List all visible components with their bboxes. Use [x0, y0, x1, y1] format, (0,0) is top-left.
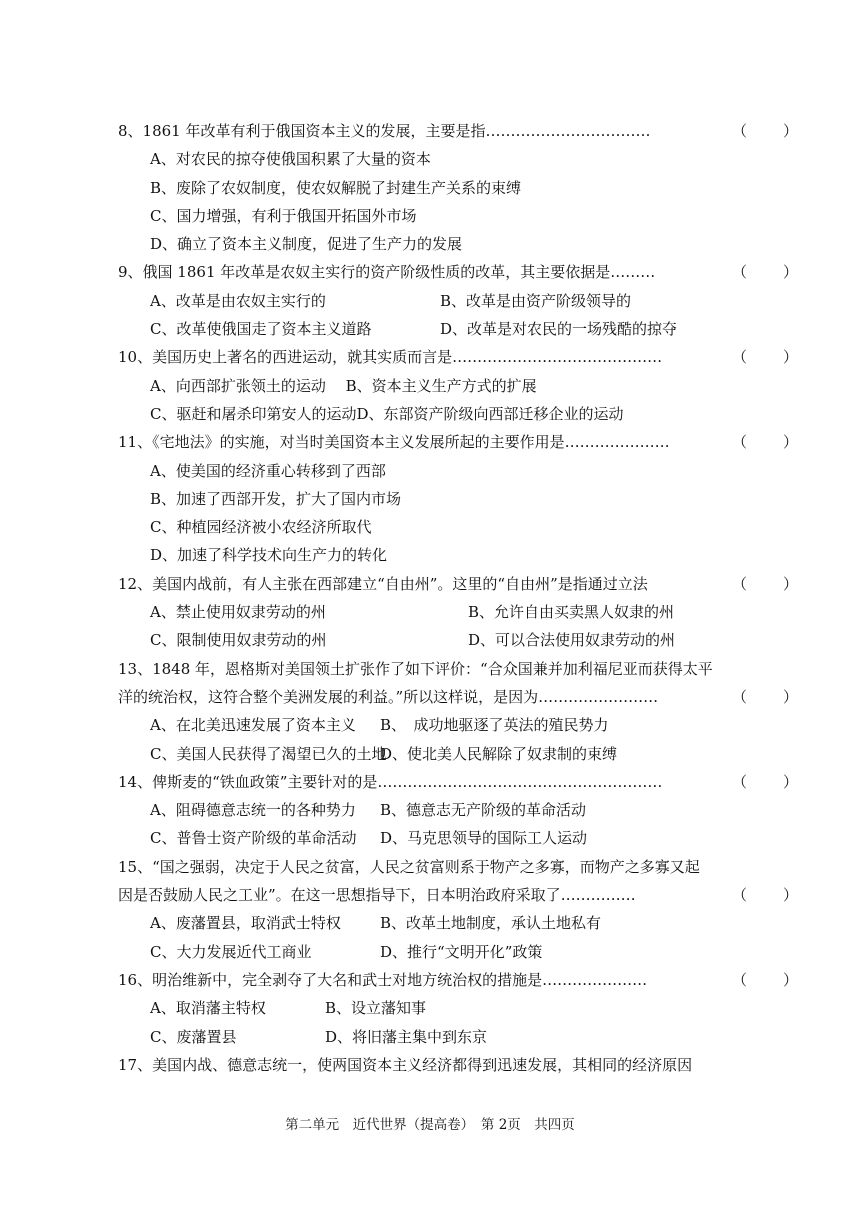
- answer-option-row: [118, 796, 798, 824]
- answer-option: C、限制使用奴隶劳动的州: [150, 631, 327, 650]
- answer-bracket: （ ）: [732, 886, 798, 905]
- answer-option-row: [118, 598, 798, 626]
- answer-bracket: （ ）: [732, 122, 798, 140]
- question-stem: [118, 117, 798, 145]
- answer-option: C、大力发展近代工商业: [150, 942, 312, 961]
- answer-option: A、禁止使用奴隶劳动的州: [150, 603, 326, 622]
- question-list: [118, 117, 798, 1079]
- question-stem: [118, 570, 798, 598]
- answer-option: D、推行“文明开化”政策: [380, 942, 543, 961]
- answer-option: A、取消藩主特权: [150, 999, 266, 1018]
- answer-option: B、加速了西部开发，扩大了国内市场: [150, 489, 402, 508]
- answer-option: D、确立了资本主义制度，促进了生产力的发展: [150, 235, 463, 254]
- answer-option: A、向西部扩张领土的运动 B、资本主义生产方式的扩展: [150, 376, 537, 395]
- question-text: 12、美国内战前，有人主张在西部建立“自由州”。这里的“自由州”是指通过立法: [118, 574, 648, 593]
- answer-option-row: [118, 740, 798, 768]
- answer-bracket: （ ）: [732, 574, 798, 593]
- answer-bracket: （ ）: [732, 433, 798, 452]
- answer-option-row: [118, 909, 798, 937]
- answer-option: D、可以合法使用奴隶劳动的州: [468, 631, 676, 650]
- answer-option-row: [118, 994, 798, 1022]
- question-stem-continued: [118, 683, 798, 711]
- answer-option-row: [118, 626, 798, 654]
- answer-option: C、国力增强，有利于俄国开拓国外市场: [150, 206, 417, 225]
- answer-option: B、改革是由资产阶级领导的: [440, 291, 632, 310]
- answer-option: B、德意志无产阶级的革命活动: [380, 801, 587, 820]
- answer-option: B、设立藩知事: [325, 999, 427, 1018]
- answer-option-row: [118, 938, 798, 966]
- answer-bracket: （ ）: [732, 687, 798, 706]
- answer-option: B、允许自由买卖黑人奴隶的州: [468, 603, 675, 622]
- answer-option-row: [118, 1023, 798, 1051]
- question-text: 11、《宅地法》的实施，对当时美国资本主义发展所起的主要作用是…………………: [118, 433, 670, 452]
- answer-option: D、改革是对农民的一场残酷的掠夺: [440, 320, 678, 339]
- question-text: 9、俄国 1861 年改革是农奴主实行的资产阶级性质的改革，其主要依据是………: [118, 263, 656, 282]
- question-stem: [118, 966, 798, 994]
- answer-option-row: [118, 287, 798, 315]
- answer-option: A、改革是由农奴主实行的: [150, 291, 326, 310]
- question-text: 14、俾斯麦的“铁血政策”主要针对的是…………………………………………………: [118, 772, 663, 791]
- answer-option: A、阻碍德意志统一的各种势力: [150, 801, 356, 820]
- question-stem: [118, 768, 798, 796]
- answer-bracket: （ ）: [732, 263, 798, 282]
- question-stem: [118, 258, 798, 286]
- answer-option: D、使北美人民解除了奴隶制的束缚: [380, 744, 618, 763]
- question-stem: [118, 343, 798, 371]
- answer-option: A、废藩置县，取消武士特权: [150, 914, 341, 933]
- answer-option: A、对农民的掠夺使俄国积累了大量的资本: [150, 150, 431, 169]
- answer-option: B、废除了农奴制度，使农奴解脱了封建生产关系的束缚: [150, 178, 522, 197]
- answer-option-row: [118, 711, 798, 739]
- answer-option: D、加速了科学技术向生产力的转化: [150, 546, 388, 565]
- answer-option: C、废藩置县: [150, 1027, 237, 1046]
- answer-option-row: [118, 824, 798, 852]
- question-stem: 15、“国之强弱，决定于人民之贫富，人民之贫富则系于物产之多寡，而物产之多寡又起: [118, 857, 700, 876]
- question-text: 16、明治维新中，完全剥夺了大名和武士对地方统治权的措施是…………………: [118, 970, 648, 989]
- answer-option: C、普鲁士资产阶级的革命活动: [150, 829, 357, 848]
- question-stem: 13、1848 年，恩格斯对美国领土扩张作了如下评价：“合众国兼并加利福尼亚而获得太平: [118, 659, 713, 678]
- question-stem: [118, 428, 798, 456]
- answer-option: D、将旧藩主集中到东京: [325, 1027, 488, 1046]
- answer-option: D、马克思领导的国际工人运动: [380, 829, 588, 848]
- question-stem-continued: [118, 881, 798, 909]
- answer-bracket: （ ）: [732, 772, 798, 791]
- answer-option: C、美国人民获得了渴望已久的土地: [150, 744, 387, 763]
- question-text: 10、美国历史上著名的西进运动，就其实质而言是……………………………………: [118, 348, 663, 367]
- answer-option: B、 成功地驱逐了英法的殖民势力: [380, 716, 609, 735]
- question-text: 洋的统治权，这符合整个美洲发展的利益。”所以这样说，是因为……………………: [118, 687, 659, 706]
- answer-option: A、在北美迅速发展了资本主义: [150, 716, 356, 735]
- answer-option: B、改革土地制度，承认土地私有: [380, 914, 602, 933]
- question-stem: 17、美国内战、德意志统一，使两国资本主义经济都得到迅速发展，其相同的经济原因: [118, 1055, 693, 1074]
- answer-option: C、种植园经济被小农经济所取代: [150, 518, 372, 537]
- answer-option: C、驱赶和屠杀印第安人的运动D、东部资产阶级向西部迁移企业的运动: [150, 404, 624, 423]
- answer-bracket: （ ）: [732, 348, 798, 367]
- page-footer: 第二单元 近代世界（提高卷） 第 2页 共四页: [285, 1117, 575, 1133]
- answer-bracket: （ ）: [732, 970, 798, 989]
- answer-option-row: [118, 315, 798, 343]
- answer-option: A、使美国的经济重心转移到了西部: [150, 461, 386, 480]
- answer-option: C、改革使俄国走了资本主义道路: [150, 320, 372, 339]
- question-text: 因是否鼓励人民之工业”。在这一思想指导下，日本明治政府采取了……………: [118, 886, 636, 905]
- question-text: 8、1861 年改革有利于俄国资本主义的发展，主要是指……………………………: [118, 122, 651, 140]
